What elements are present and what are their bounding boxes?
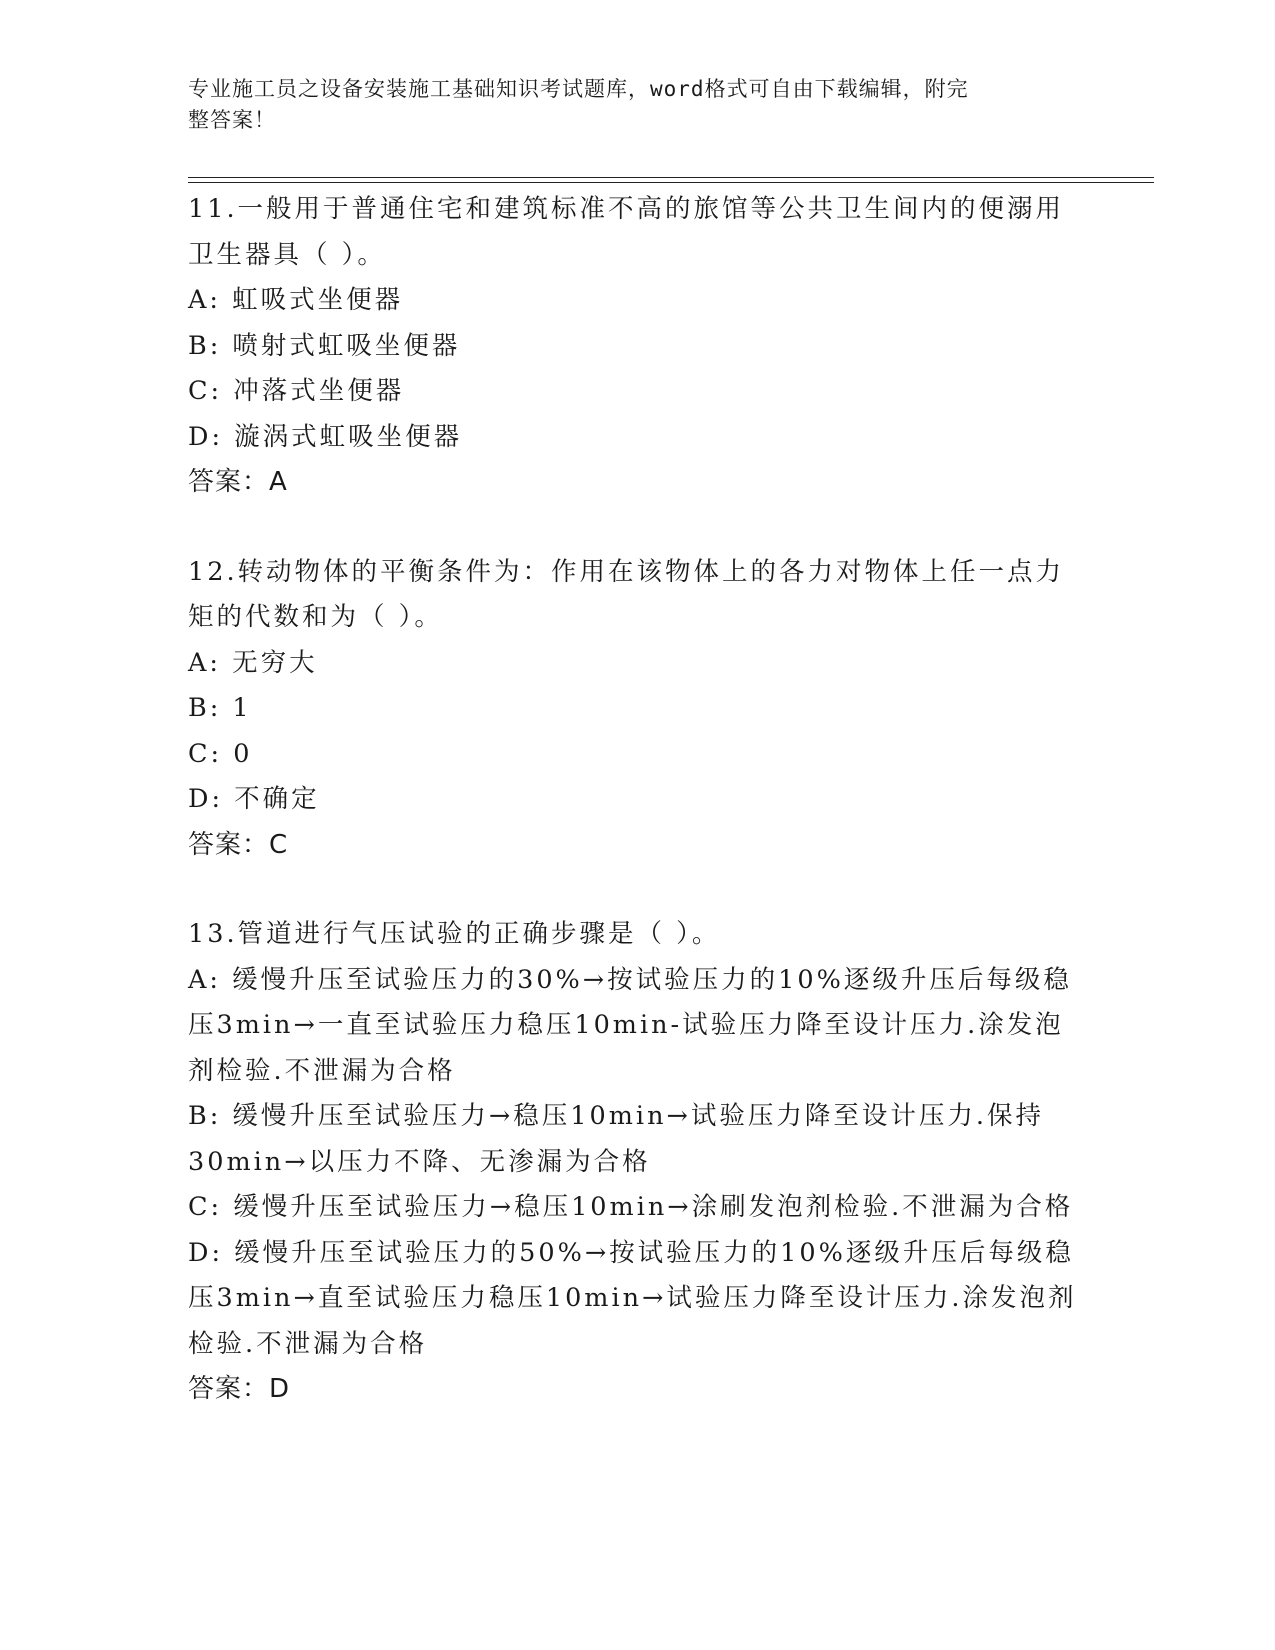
correct-answer: 答案：C [188,829,289,860]
correct-answer: 答案：A [188,467,288,497]
document-header [188,74,1068,136]
answer-option [188,1094,1088,1185]
answer-option [188,324,1088,370]
answer-option [188,958,1088,1095]
answer-option [188,1231,1088,1368]
answer-option-line: A: 虹吸式坐便器 [188,285,404,315]
answer-option-line: C: 0 [188,738,253,769]
answer-option [188,732,1088,778]
answer-option-line: 压3min→一直至试验压力稳压10min-试验压力降至设计压力.涂发泡 [188,1010,1064,1040]
correct-answer: 答案：D [188,1374,291,1404]
answer-option-line: 检验.不泄漏为合格 [188,1328,428,1359]
header-line-2: 整答案！ [188,108,276,132]
header-line-1: 专业施工员之设备安装施工基础知识考试题库，word格式可自由下载编辑，附完 [188,77,969,101]
question-item [188,912,1088,1413]
question-item [188,550,1088,869]
answer-option [188,278,1088,324]
answer-option-line: 30min→以压力不降、无渗漏为合格 [188,1146,651,1177]
answer-option-line: B: 1 [188,693,252,723]
header-divider-top [188,177,1154,178]
question-item [188,187,1088,506]
answer-option-line: D: 不确定 [188,784,320,814]
answer-option [188,415,1088,461]
question-stem-line: 11.一般用于普通住宅和建筑标准不高的旅馆等公共卫生间内的便溺用 [188,194,1065,224]
question-list [188,187,1088,1457]
header-divider-bottom [188,182,1154,183]
answer-option-line: B: 缓慢升压至试验压力→稳压10min→试验压力降至设计压力.保持 [188,1101,1044,1131]
answer-option [188,1185,1088,1231]
answer-option-line: A: 无穷大 [188,647,318,678]
answer-option-line: 压3min→直至试验压力稳压10min→试验压力降至设计压力.涂发泡剂 [188,1283,1077,1313]
answer-option-line: A: 缓慢升压至试验压力的30%→按试验压力的10%逐级升压后每级稳 [188,964,1072,995]
question-stem-line: 12.转动物体的平衡条件为：作用在该物体上的各力对物体上任一点力 [188,556,1065,587]
answer-option [188,777,1088,823]
answer-option [188,369,1088,415]
answer-option-line: D: 漩涡式虹吸坐便器 [188,421,463,452]
answer-option [188,641,1088,687]
question-stem-line: 卫生器具（ ）。 [188,239,386,270]
answer-option-line: B: 喷射式虹吸坐便器 [188,330,461,361]
question-stem-line: 矩的代数和为（ ）。 [188,602,443,632]
answer-option-line: C: 冲落式坐便器 [188,376,405,406]
answer-option-line: D: 缓慢升压至试验压力的50%→按试验压力的10%逐级升压后每级稳 [188,1237,1074,1268]
answer-option [188,686,1088,732]
answer-option-line: 剂检验.不泄漏为合格 [188,1055,456,1086]
answer-option-line: C: 缓慢升压至试验压力→稳压10min→涂刷发泡剂检验.不泄漏为合格 [188,1192,1074,1222]
question-stem-line: 13.管道进行气压试验的正确步骤是（ ）。 [188,919,721,949]
